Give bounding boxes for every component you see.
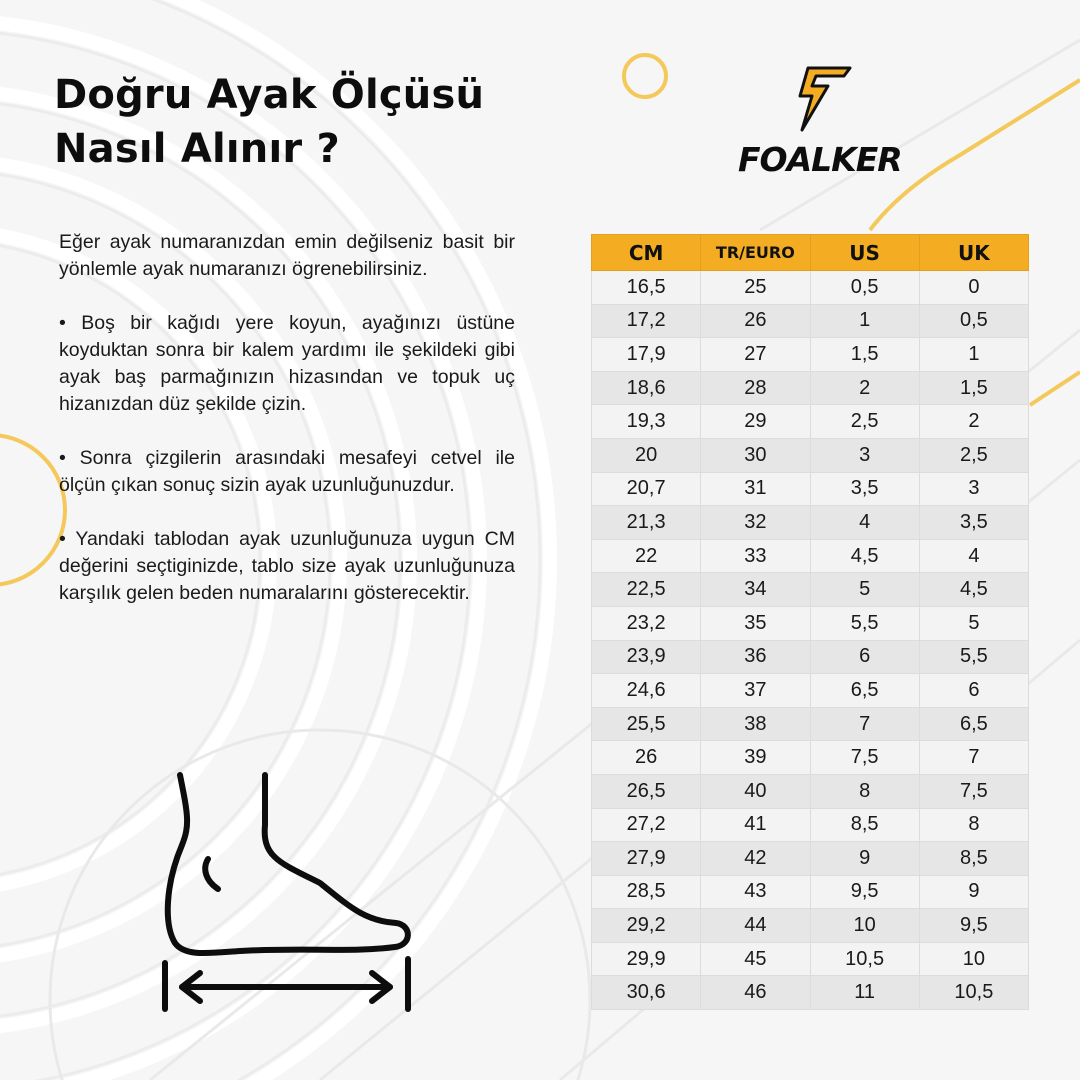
cell-us: 7 (810, 707, 919, 741)
column-header-uk: UK (919, 235, 1028, 271)
column-header-us: US (810, 235, 919, 271)
table-row (592, 271, 1029, 305)
cell-cm: 19,3 (592, 405, 701, 439)
cell-uk: 0 (919, 271, 1028, 305)
cell-tr-euro: 28 (701, 371, 810, 405)
cell-us: 6 (810, 640, 919, 674)
size-table-body (592, 271, 1029, 1010)
cell-tr-euro: 32 (701, 506, 810, 540)
cell-us: 8 (810, 774, 919, 808)
cell-uk: 6,5 (919, 707, 1028, 741)
cell-cm: 29,9 (592, 942, 701, 976)
cell-cm: 27,2 (592, 808, 701, 842)
table-row (592, 640, 1029, 674)
cell-us: 0,5 (810, 271, 919, 305)
table-header-row (592, 235, 1029, 271)
title-line: Nasıl Alınır ? (54, 126, 340, 172)
table-row (592, 304, 1029, 338)
table-row (592, 842, 1029, 876)
cell-tr-euro: 43 (701, 875, 810, 909)
cell-tr-euro: 46 (701, 976, 810, 1010)
table-row (592, 371, 1029, 405)
cell-uk: 2,5 (919, 438, 1028, 472)
table-row (592, 606, 1029, 640)
cell-cm: 30,6 (592, 976, 701, 1010)
cell-cm: 25,5 (592, 707, 701, 741)
cell-uk: 8,5 (919, 842, 1028, 876)
table-row (592, 405, 1029, 439)
cell-tr-euro: 25 (701, 271, 810, 305)
cell-us: 3,5 (810, 472, 919, 506)
table-row (592, 976, 1029, 1010)
cell-cm: 22,5 (592, 573, 701, 607)
cell-uk: 3,5 (919, 506, 1028, 540)
table-row (592, 875, 1029, 909)
cell-tr-euro: 31 (701, 472, 810, 506)
cell-cm: 16,5 (592, 271, 701, 305)
cell-uk: 3 (919, 472, 1028, 506)
cell-us: 5,5 (810, 606, 919, 640)
cell-uk: 4,5 (919, 573, 1028, 607)
cell-cm: 26 (592, 741, 701, 775)
brand-name: FOALKER (738, 140, 902, 179)
lightning-f-logo-icon (794, 62, 854, 132)
cell-cm: 23,9 (592, 640, 701, 674)
cell-us: 1,5 (810, 338, 919, 372)
cell-us: 2 (810, 371, 919, 405)
cell-cm: 28,5 (592, 875, 701, 909)
cell-tr-euro: 40 (701, 774, 810, 808)
cell-uk: 9 (919, 875, 1028, 909)
page-title (54, 68, 574, 176)
cell-uk: 2 (919, 405, 1028, 439)
cell-tr-euro: 30 (701, 438, 810, 472)
cell-tr-euro: 42 (701, 842, 810, 876)
cell-cm: 20 (592, 438, 701, 472)
cell-tr-euro: 36 (701, 640, 810, 674)
cell-tr-euro: 45 (701, 942, 810, 976)
cell-tr-euro: 37 (701, 674, 810, 708)
table-row (592, 674, 1029, 708)
cell-cm: 17,9 (592, 338, 701, 372)
cell-uk: 7 (919, 741, 1028, 775)
table-row (592, 741, 1029, 775)
cell-us: 2,5 (810, 405, 919, 439)
table-row (592, 808, 1029, 842)
cell-tr-euro: 27 (701, 338, 810, 372)
brand-logo (738, 62, 902, 192)
cell-us: 5 (810, 573, 919, 607)
table-row (592, 539, 1029, 573)
cell-uk: 5,5 (919, 640, 1028, 674)
cell-uk: 8 (919, 808, 1028, 842)
cell-us: 10 (810, 909, 919, 943)
cell-tr-euro: 35 (701, 606, 810, 640)
instruction-paragraph: • Yandaki tablodan ayak uzunluğunuza uygun CM değerini seçtiginizde, tablo size ayak uzunluğunuza karşılık gelen beden numaralarını gösterecektir. (59, 528, 515, 604)
cell-cm: 24,6 (592, 674, 701, 708)
cell-us: 10,5 (810, 942, 919, 976)
cell-tr-euro: 39 (701, 741, 810, 775)
cell-uk: 6 (919, 674, 1028, 708)
cell-tr-euro: 33 (701, 539, 810, 573)
table-row (592, 573, 1029, 607)
cell-cm: 17,2 (592, 304, 701, 338)
cell-tr-euro: 38 (701, 707, 810, 741)
cell-us: 1 (810, 304, 919, 338)
instruction-paragraph: • Boş bir kağıdı yere koyun, ayağınızı üstüne koyduktan sonra bir kalem yardımı ile şekildeki gibi ayak baş parmağınızın hizasından ve topuk uç hizanızdan düz şekilde çizin. (59, 312, 515, 415)
table-row (592, 774, 1029, 808)
foot-measurement-icon (150, 765, 425, 1025)
column-header-cm: CM (592, 235, 701, 271)
cell-uk: 10 (919, 942, 1028, 976)
cell-us: 9 (810, 842, 919, 876)
table-row (592, 438, 1029, 472)
cell-cm: 23,2 (592, 606, 701, 640)
cell-tr-euro: 41 (701, 808, 810, 842)
title-line: Doğru Ayak Ölçüsü (54, 72, 485, 118)
cell-us: 3 (810, 438, 919, 472)
cell-tr-euro: 44 (701, 909, 810, 943)
table-row (592, 942, 1029, 976)
cell-uk: 4 (919, 539, 1028, 573)
cell-us: 4 (810, 506, 919, 540)
cell-cm: 18,6 (592, 371, 701, 405)
cell-uk: 1,5 (919, 371, 1028, 405)
table-row (592, 506, 1029, 540)
column-header-tr-euro: TR/EURO (701, 235, 810, 271)
cell-cm: 29,2 (592, 909, 701, 943)
cell-us: 8,5 (810, 808, 919, 842)
cell-tr-euro: 29 (701, 405, 810, 439)
cell-cm: 27,9 (592, 842, 701, 876)
size-table (591, 234, 1029, 1010)
cell-us: 7,5 (810, 741, 919, 775)
cell-uk: 1 (919, 338, 1028, 372)
cell-cm: 26,5 (592, 774, 701, 808)
table-row (592, 472, 1029, 506)
cell-uk: 7,5 (919, 774, 1028, 808)
table-row (592, 909, 1029, 943)
cell-us: 11 (810, 976, 919, 1010)
cell-us: 9,5 (810, 875, 919, 909)
cell-uk: 0,5 (919, 304, 1028, 338)
cell-tr-euro: 26 (701, 304, 810, 338)
instructions (59, 229, 515, 634)
cell-cm: 20,7 (592, 472, 701, 506)
table-row (592, 707, 1029, 741)
cell-uk: 9,5 (919, 909, 1028, 943)
cell-uk: 5 (919, 606, 1028, 640)
instruction-paragraph: Eğer ayak numaranızdan emin değilseniz basit bir yönlemle ayak numaranızı ögrenebilirsiniz. (59, 231, 515, 280)
cell-cm: 21,3 (592, 506, 701, 540)
instruction-paragraph: • Sonra çizgilerin arasındaki mesafeyi cetvel ile ölçün çıkan sonuç sizin ayak uzunluğunuzdur. (59, 447, 515, 496)
cell-us: 4,5 (810, 539, 919, 573)
table-row (592, 338, 1029, 372)
cell-us: 6,5 (810, 674, 919, 708)
cell-cm: 22 (592, 539, 701, 573)
cell-uk: 10,5 (919, 976, 1028, 1010)
cell-tr-euro: 34 (701, 573, 810, 607)
